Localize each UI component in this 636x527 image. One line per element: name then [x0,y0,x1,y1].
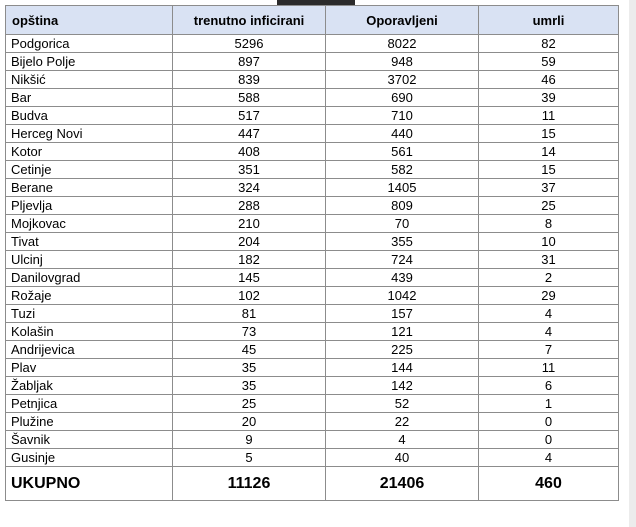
cell-recovered: 70 [326,215,479,233]
cell-recovered: 1405 [326,179,479,197]
cell-deaths: 6 [479,377,619,395]
total-recovered: 21406 [326,467,479,501]
cell-municipality: Budva [6,107,173,125]
table-row [6,161,619,179]
cell-currently-infected: 839 [173,71,326,89]
header-currently-infected: trenutno inficirani [173,6,326,35]
table-total-row [6,467,619,501]
table-row [6,125,619,143]
cell-currently-infected: 81 [173,305,326,323]
cell-deaths: 10 [479,233,619,251]
cell-municipality: Cetinje [6,161,173,179]
header-recovered: Oporavljeni [326,6,479,35]
cell-deaths: 15 [479,125,619,143]
table-row [6,269,619,287]
table-row [6,287,619,305]
cell-municipality: Podgorica [6,35,173,53]
cell-recovered: 157 [326,305,479,323]
cell-currently-infected: 517 [173,107,326,125]
cell-currently-infected: 35 [173,359,326,377]
cell-recovered: 225 [326,341,479,359]
cell-municipality: Žabljak [6,377,173,395]
cell-municipality: Plužine [6,413,173,431]
cell-currently-infected: 35 [173,377,326,395]
cell-municipality: Tivat [6,233,173,251]
cell-recovered: 3702 [326,71,479,89]
cell-deaths: 0 [479,431,619,449]
cell-currently-infected: 182 [173,251,326,269]
cell-deaths: 11 [479,107,619,125]
cell-recovered: 142 [326,377,479,395]
cell-recovered: 4 [326,431,479,449]
table-row [6,395,619,413]
cell-currently-infected: 897 [173,53,326,71]
cell-recovered: 355 [326,233,479,251]
cell-deaths: 31 [479,251,619,269]
cell-deaths: 11 [479,359,619,377]
cell-currently-infected: 408 [173,143,326,161]
table-row [6,251,619,269]
cell-deaths: 15 [479,161,619,179]
cell-recovered: 710 [326,107,479,125]
cell-recovered: 690 [326,89,479,107]
cell-recovered: 8022 [326,35,479,53]
cell-recovered: 1042 [326,287,479,305]
table-row [6,341,619,359]
cell-municipality: Andrijevica [6,341,173,359]
table-row [6,233,619,251]
cell-deaths: 25 [479,197,619,215]
cell-municipality: Nikšić [6,71,173,89]
cell-currently-infected: 25 [173,395,326,413]
cell-currently-infected: 351 [173,161,326,179]
cell-currently-infected: 45 [173,341,326,359]
cell-currently-infected: 210 [173,215,326,233]
cell-deaths: 4 [479,323,619,341]
total-deaths: 460 [479,467,619,501]
table-row [6,71,619,89]
cell-currently-infected: 73 [173,323,326,341]
table-row [6,53,619,71]
cell-municipality: Kotor [6,143,173,161]
table-row [6,431,619,449]
cell-currently-infected: 324 [173,179,326,197]
table-row [6,143,619,161]
cell-municipality: Bar [6,89,173,107]
table-row [6,89,619,107]
cell-recovered: 144 [326,359,479,377]
cell-deaths: 0 [479,413,619,431]
cell-deaths: 59 [479,53,619,71]
table-row [6,449,619,467]
cell-deaths: 4 [479,305,619,323]
cell-recovered: 561 [326,143,479,161]
cell-currently-infected: 20 [173,413,326,431]
table-header-row [6,6,619,35]
table-row [6,323,619,341]
table-row [6,179,619,197]
cell-municipality: Mojkovac [6,215,173,233]
cell-deaths: 8 [479,215,619,233]
cell-recovered: 52 [326,395,479,413]
table-row [6,35,619,53]
table-row [6,197,619,215]
cell-municipality: Ulcinj [6,251,173,269]
total-currently-infected: 11126 [173,467,326,501]
cell-recovered: 582 [326,161,479,179]
cell-municipality: Gusinje [6,449,173,467]
cell-recovered: 121 [326,323,479,341]
cell-recovered: 724 [326,251,479,269]
cell-deaths: 7 [479,341,619,359]
cell-currently-infected: 5 [173,449,326,467]
cell-municipality: Danilovgrad [6,269,173,287]
table-row [6,413,619,431]
cell-recovered: 809 [326,197,479,215]
cell-currently-infected: 102 [173,287,326,305]
cell-currently-infected: 9 [173,431,326,449]
covid-statistics-table [5,5,619,501]
table-row [6,377,619,395]
cell-municipality: Tuzi [6,305,173,323]
table-row [6,107,619,125]
cell-recovered: 40 [326,449,479,467]
cell-deaths: 46 [479,71,619,89]
table-row [6,359,619,377]
cell-recovered: 440 [326,125,479,143]
cell-deaths: 14 [479,143,619,161]
header-municipality: opština [6,6,173,35]
cell-deaths: 2 [479,269,619,287]
cell-municipality: Šavnik [6,431,173,449]
table-row [6,305,619,323]
cell-currently-infected: 145 [173,269,326,287]
cell-currently-infected: 5296 [173,35,326,53]
cell-currently-infected: 447 [173,125,326,143]
cell-municipality: Petnjica [6,395,173,413]
total-label: UKUPNO [6,467,173,501]
cell-municipality: Kolašin [6,323,173,341]
cell-currently-infected: 204 [173,233,326,251]
table-body [6,35,619,467]
cell-deaths: 4 [479,449,619,467]
cell-municipality: Pljevlja [6,197,173,215]
cell-deaths: 29 [479,287,619,305]
cell-recovered: 22 [326,413,479,431]
cell-recovered: 439 [326,269,479,287]
cell-deaths: 1 [479,395,619,413]
cell-municipality: Berane [6,179,173,197]
cell-deaths: 82 [479,35,619,53]
cell-deaths: 39 [479,89,619,107]
page-right-edge [629,0,636,527]
table-row [6,215,619,233]
cell-municipality: Herceg Novi [6,125,173,143]
cell-municipality: Rožaje [6,287,173,305]
cell-currently-infected: 588 [173,89,326,107]
cell-municipality: Bijelo Polje [6,53,173,71]
cell-currently-infected: 288 [173,197,326,215]
cell-recovered: 948 [326,53,479,71]
cell-municipality: Plav [6,359,173,377]
header-deaths: umrli [479,6,619,35]
cell-deaths: 37 [479,179,619,197]
